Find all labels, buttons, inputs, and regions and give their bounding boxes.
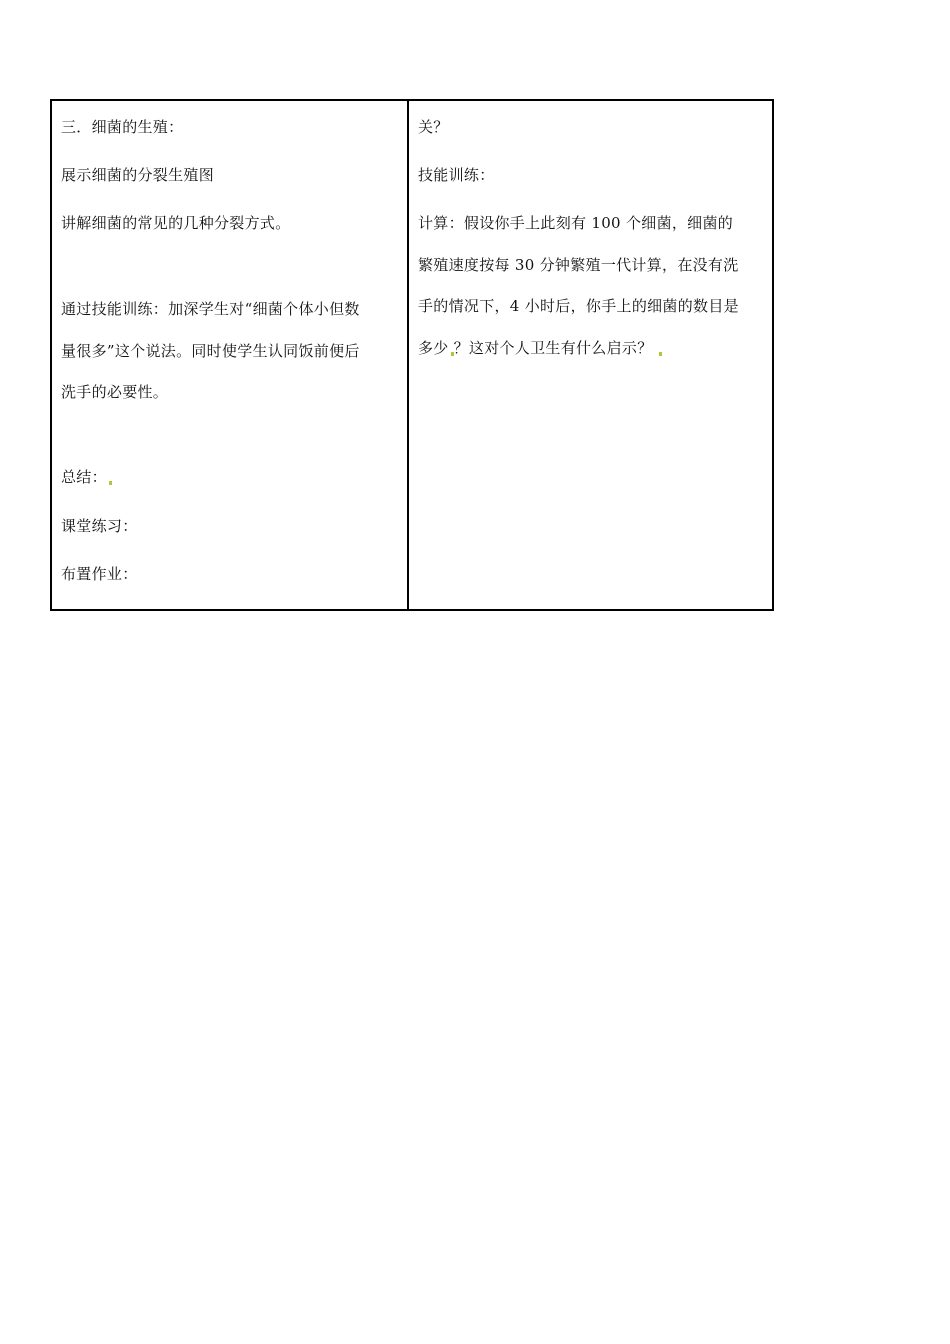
- text-line: 手的情况下，4 小时后，你手上的细菌的数目是: [418, 297, 739, 315]
- lesson-plan-table: [50, 99, 774, 611]
- text-line: 计算：假设你手上此刻有 100 个细菌，细菌的: [418, 214, 734, 232]
- section-heading: 三．细菌的生殖：: [61, 118, 184, 136]
- skill-training-heading: 技能训练：: [418, 166, 495, 184]
- text-line: 多少 ？这对个人卫生有什么启示？: [418, 338, 662, 358]
- highlight-mark: [109, 481, 112, 485]
- text-line: 通过技能训练：加深学生对“细菌个体小但数: [61, 300, 360, 318]
- text-line: 展示细菌的分裂生殖图: [61, 166, 215, 184]
- text-line: 关？: [418, 118, 449, 136]
- exercise-label: 课堂练习：: [61, 517, 138, 535]
- text-line: 讲解细菌的常见的几种分裂方式。: [61, 214, 291, 232]
- highlight-mark: [659, 352, 662, 356]
- text-line: 量很多”这个说法。同时使学生认同饭前便后: [61, 342, 360, 360]
- student-activity-cell: [409, 101, 772, 609]
- text-line: 洗手的必要性。: [61, 383, 169, 401]
- summary-label: 总结：: [61, 467, 112, 487]
- teacher-activity-cell: [52, 101, 409, 609]
- homework-label: 布置作业：: [61, 565, 138, 583]
- text-line: 繁殖速度按每 30 分钟繁殖一代计算，在没有洗: [418, 256, 739, 274]
